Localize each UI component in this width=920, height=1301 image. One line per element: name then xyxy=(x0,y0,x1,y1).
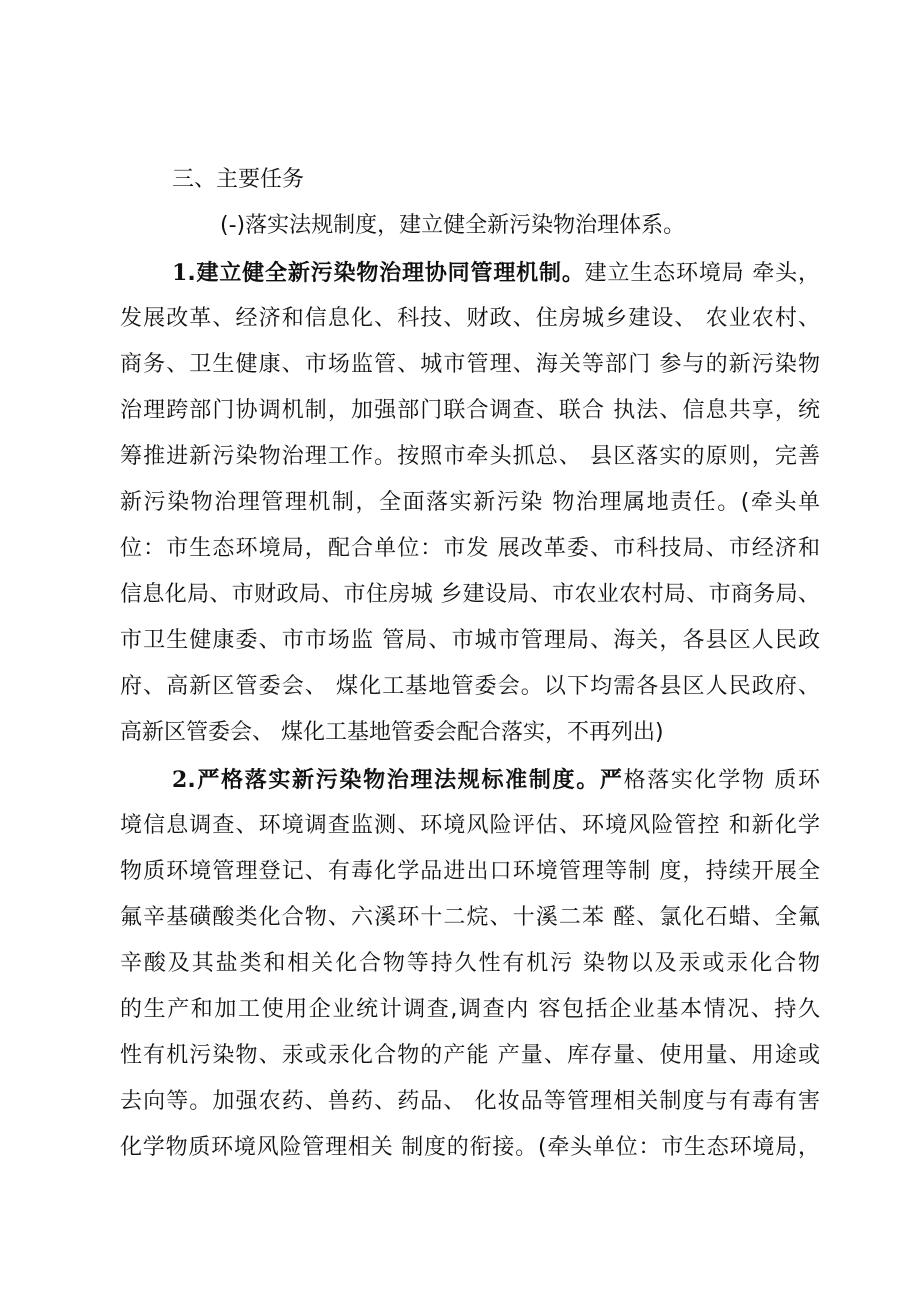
item1-number: 1 xyxy=(172,260,188,286)
section-heading: 三、主要任务 xyxy=(172,167,305,192)
item2-number: 2 xyxy=(172,767,188,793)
paragraph-line: 的生产和加工使用企业统计调查,调查内 容包括企业基本情况、持久 xyxy=(120,997,820,1022)
paragraph-line: 新污染物治理管理机制，全面落实新污染 物治理属地责任。(牵头单 xyxy=(120,490,820,515)
item1-title: .建立健全新污染物治理协同管理机制。 xyxy=(187,261,585,286)
item2-first-line xyxy=(172,765,820,796)
paragraph-line: 治理跨部门协调机制，加强部门联合调查、联合 执法、信息共享，统 xyxy=(120,398,820,423)
paragraph-line: 府、高新区管委会、 煤化工基地管委会。以下均需各县区人民政府、 xyxy=(120,674,820,699)
item2-title: .严格落实新污染物治理法规标准制度。 xyxy=(187,768,600,793)
item1-first-line xyxy=(172,258,820,289)
paragraph-line: 氟辛基磺酸类化合物、六溪环十二烷、十溪二苯 醛、氯化石蜡、全氟 xyxy=(120,905,820,930)
item2-line-text: 格落实化学物 质环 xyxy=(623,768,820,793)
paragraph-line: 高新区管委会、 煤化工基地管委会配合落实，不再列出) xyxy=(120,720,664,745)
subsection-heading: (-)落实法规制度，建立健全新污染物治理体系。 xyxy=(220,213,686,238)
paragraph-line: 信息化局、市财政局、市住房城 乡建设局、市农业农村局、市商务局、 xyxy=(120,582,820,607)
paragraph-line: 商务、卫生健康、市场监管、城市管理、海关等部门 参与的新污染物 xyxy=(120,352,820,377)
paragraph-line: 辛酸及其盐类和相关化合物等持久性有机污 染物以及汞或汞化合物 xyxy=(120,951,820,976)
paragraph-line: 发展改革、经济和信息化、科技、财政、住房城乡建设、 农业农村、 xyxy=(120,306,820,331)
item2-first-char: 严 xyxy=(599,768,624,793)
item1-line-text: 建立生态环境局 牵头， xyxy=(584,261,820,286)
paragraph-line: 位：市生态环境局，配合单位：市发 展改革委、市科技局、市经济和 xyxy=(120,536,820,561)
paragraph-line: 化学物质环境风险管理相关 制度的衔接。(牵头单位：市生态环境局， xyxy=(120,1135,820,1160)
paragraph-line: 筹推进新污染物治理工作。按照市牵头抓总、 县区落实的原则，完善 xyxy=(120,444,820,469)
paragraph-line: 去向等。加强农药、兽药、药品、 化妆品等管理相关制度与有毒有害 xyxy=(120,1089,820,1114)
paragraph-line: 性有机污染物、汞或汞化合物的产能 产量、库存量、使用量、用途或 xyxy=(120,1043,820,1068)
paragraph-line: 境信息调查、环境调查监测、环境风险评估、环境风险管控 和新化学 xyxy=(120,813,820,838)
paragraph-line: 物质环境管理登记、有毒化学品进出口环境管理等制 度，持续开展全 xyxy=(120,859,820,884)
paragraph-line: 市卫生健康委、市市场监 管局、市城市管理局、海关，各县区人民政 xyxy=(120,628,820,653)
